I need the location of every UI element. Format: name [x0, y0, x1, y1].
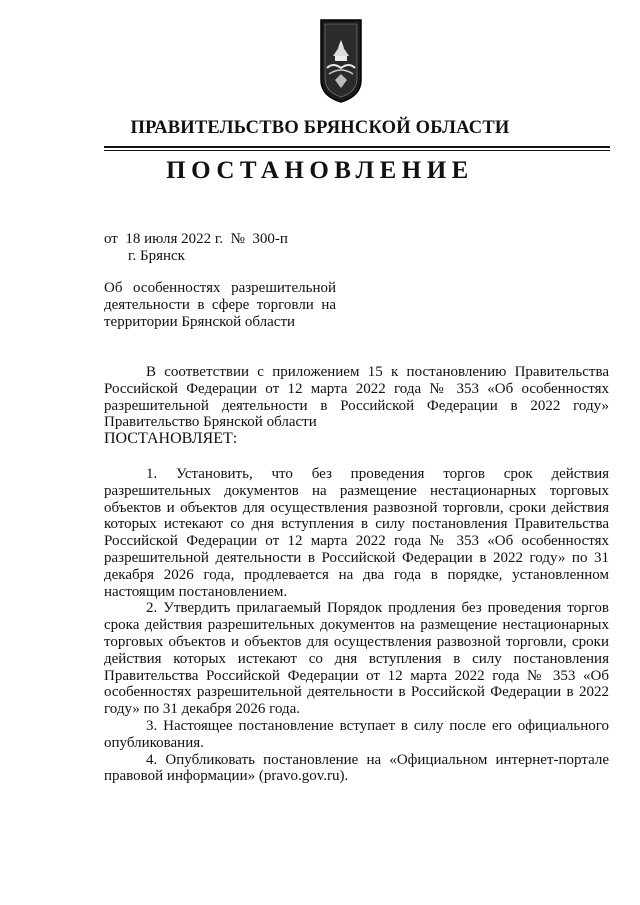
header-divider-thin	[104, 150, 610, 151]
document-city: г. Брянск	[128, 248, 185, 264]
decree-word: ПОСТАНОВЛЯЕТ:	[104, 430, 238, 448]
document-date-number: от 18 июля 2022 г. № 300-п	[104, 231, 288, 247]
document-body	[104, 364, 609, 785]
decree-item-4: 4. Опубликовать постановление на «Официальном интернет-портале правовой информации» (pravo.gov.ru).	[104, 751, 609, 785]
organization-title: ПРАВИТЕЛЬСТВО БРЯНСКОЙ ОБЛАСТИ	[130, 118, 510, 138]
document-subject: Об особенностях разрешительной деятельности в сфере торговли на территории Брянской области	[104, 280, 336, 330]
decree-item-1: 1. Установить, что без проведения торгов срок действия разрешительных документов на размещение нестационарных торговых объектов и объектов для осуществления развозной торговли, сроки действия которых истекают со дня вступления в силу постановления Правительства Российской Федерации от 12 марта 2022 года № 353 «Об особенностях разрешительной деятельности в Российской Федерации в 2022 году» по 31 декабря 2026 года, продлевается на два года в порядке, установленном настоящим постановлением.	[104, 465, 609, 600]
decree-item-2: 2. Утвердить прилагаемый Порядок продления без проведения торгов срока действия разрешительных документов на размещение нестационарных торговых объектов и объектов для осуществления развозной торговли, сроки действия которых истекают со дня вступления в силу постановления Правительства Российской Федерации от 12 марта 2022 года № 353 «Об особенностях разрешительной деятельности в Российской Федерации в 2022 году» по 31 декабря 2026 года.	[104, 600, 609, 718]
header-divider-thick	[104, 146, 610, 148]
preamble-paragraph: В соответствии с приложением 15 к постановлению Правительства Российской Федерации от 12 марта 2022 года № 353 «Об особенностях разрешительной деятельности в Российской Федерации в 2022 году» Правительство Брянской области	[104, 364, 609, 431]
decree-item-3: 3. Настоящее постановление вступает в силу после его официального опубликования.	[104, 717, 609, 751]
bryansk-coat-of-arms-icon	[317, 18, 365, 104]
document-type-title: ПОСТАНОВЛЕНИЕ	[166, 157, 474, 184]
